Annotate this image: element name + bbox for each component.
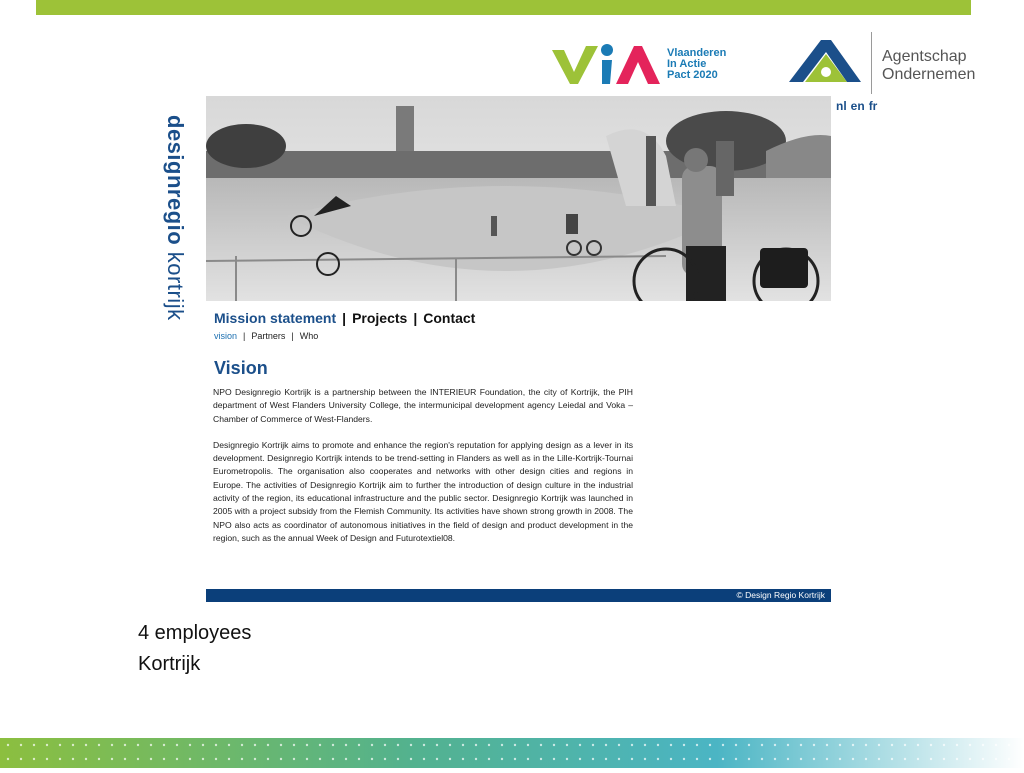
site-footer [206, 589, 831, 602]
band-dot [722, 744, 724, 746]
agentschap-logo-mark [785, 32, 863, 90]
band-dot [1021, 744, 1023, 746]
band-dot [644, 744, 646, 746]
band-dot [1008, 758, 1010, 760]
band-dot [267, 744, 269, 746]
slide-caption [138, 618, 251, 680]
band-dot [683, 744, 685, 746]
band-dot [748, 758, 750, 760]
band-dot [800, 758, 802, 760]
band-dot [566, 744, 568, 746]
band-dot [527, 744, 529, 746]
band-dot [930, 744, 932, 746]
band-dot [306, 758, 308, 760]
band-dot [33, 758, 35, 760]
band-dot [150, 744, 152, 746]
band-dot [488, 744, 490, 746]
band-dot [917, 744, 919, 746]
band-dot [566, 758, 568, 760]
nav-separator: | [342, 310, 347, 326]
skatepark-photo [206, 96, 831, 301]
band-dot [618, 758, 620, 760]
band-dot [956, 758, 958, 760]
band-dot [943, 758, 945, 760]
top-accent-bar [36, 0, 971, 15]
band-dot [176, 744, 178, 746]
band-dot [878, 758, 880, 760]
dot-pattern [0, 738, 1024, 768]
band-dot [202, 744, 204, 746]
band-dot [540, 758, 542, 760]
band-dot [475, 758, 477, 760]
bottom-decorative-band [0, 738, 1024, 768]
band-dot [735, 758, 737, 760]
band-dot [852, 744, 854, 746]
caption-location: Kortrijk [138, 653, 201, 675]
band-dot [501, 744, 503, 746]
band-dot [332, 758, 334, 760]
brand-bold: designregio [163, 115, 188, 246]
via-logo [550, 40, 735, 90]
band-dot [137, 744, 139, 746]
subnav-separator: | [291, 331, 294, 341]
nav-separator: | [413, 310, 418, 326]
band-dot [98, 744, 100, 746]
site-brand[interactable] [162, 115, 188, 321]
band-dot [787, 758, 789, 760]
band-dot [111, 758, 113, 760]
band-dot [371, 744, 373, 746]
band-dot [332, 744, 334, 746]
band-dot [969, 758, 971, 760]
band-dot [683, 758, 685, 760]
main-nav [214, 310, 475, 326]
band-dot [423, 744, 425, 746]
band-dot [254, 744, 256, 746]
via-logo-mark [550, 40, 665, 88]
band-dot [436, 744, 438, 746]
band-dot [176, 758, 178, 760]
band-dot [228, 758, 230, 760]
band-dot [631, 744, 633, 746]
band-dot [579, 758, 581, 760]
band-dot [501, 758, 503, 760]
band-dot [371, 758, 373, 760]
band-dot [553, 758, 555, 760]
band-dot [982, 758, 984, 760]
band-dot [215, 744, 217, 746]
via-line1: Vlaanderen [667, 47, 727, 59]
band-dot [644, 758, 646, 760]
lang-link-en[interactable]: en [850, 99, 865, 113]
band-dot [436, 758, 438, 760]
band-dot [254, 758, 256, 760]
subnav-who[interactable]: Who [299, 331, 319, 341]
band-dot [605, 758, 607, 760]
caption-employees: 4 employees [138, 622, 252, 644]
vision-paragraph-1: NPO Designregio Kortrijk is a partnership between the INTERIEUR Foundation, the city of Kortrijk, the PIH department of West Flanders University College, the intermunicipal development agency Leiedal and Voka – Chamber of Commerce of West-Flanders. [213, 387, 633, 424]
band-dot [670, 758, 672, 760]
band-dot [774, 758, 776, 760]
band-dot [7, 758, 9, 760]
band-dot [202, 758, 204, 760]
band-dot [358, 744, 360, 746]
band-dot [605, 744, 607, 746]
band-dot [293, 758, 295, 760]
band-dot [527, 758, 529, 760]
band-dot [943, 744, 945, 746]
band-dot [553, 744, 555, 746]
via-logo-text [667, 48, 726, 81]
band-dot [98, 758, 100, 760]
band-dot [319, 758, 321, 760]
hero-photo [206, 96, 831, 301]
band-dot [1008, 744, 1010, 746]
band-dot [46, 744, 48, 746]
band-dot [891, 758, 893, 760]
band-dot [358, 758, 360, 760]
agentschap-line2: Ondernemen [882, 66, 976, 83]
agentschap-logo [785, 32, 985, 94]
band-dot [423, 758, 425, 760]
band-dot [163, 744, 165, 746]
band-dot [852, 758, 854, 760]
band-dot [72, 744, 74, 746]
sub-nav [214, 331, 318, 341]
band-dot [488, 758, 490, 760]
band-dot [397, 758, 399, 760]
band-dot [826, 744, 828, 746]
band-dot [930, 758, 932, 760]
band-dot [72, 758, 74, 760]
band-dot [85, 758, 87, 760]
band-dot [592, 744, 594, 746]
band-dot [241, 758, 243, 760]
band-dot [111, 744, 113, 746]
band-dot [215, 758, 217, 760]
band-dot [878, 744, 880, 746]
band-dot [800, 744, 802, 746]
band-dot [228, 744, 230, 746]
band-dot [865, 758, 867, 760]
band-dot [384, 744, 386, 746]
band-dot [748, 744, 750, 746]
band-dot [163, 758, 165, 760]
band-dot [475, 744, 477, 746]
band-dot [345, 758, 347, 760]
band-dot [241, 744, 243, 746]
band-dot [345, 744, 347, 746]
band-dot [761, 744, 763, 746]
band-dot [891, 744, 893, 746]
subnav-separator: | [243, 331, 246, 341]
band-dot [709, 744, 711, 746]
band-dot [540, 744, 542, 746]
band-dot [826, 758, 828, 760]
band-dot [982, 744, 984, 746]
band-dot [761, 758, 763, 760]
band-dot [280, 758, 282, 760]
lang-link-fr[interactable]: fr [868, 99, 878, 113]
vision-body [213, 386, 633, 558]
band-dot [813, 744, 815, 746]
band-dot [839, 758, 841, 760]
band-dot [59, 758, 61, 760]
band-dot [20, 758, 22, 760]
band-dot [59, 744, 61, 746]
band-dot [696, 744, 698, 746]
band-dot [774, 744, 776, 746]
band-dot [904, 744, 906, 746]
band-dot [709, 758, 711, 760]
subnav-partners[interactable]: Partners [251, 331, 286, 341]
band-dot [280, 744, 282, 746]
band-dot [124, 744, 126, 746]
band-dot [865, 744, 867, 746]
band-dot [956, 744, 958, 746]
band-dot [657, 744, 659, 746]
band-dot [46, 758, 48, 760]
band-dot [1021, 758, 1023, 760]
band-dot [592, 758, 594, 760]
logo-divider [871, 32, 872, 94]
band-dot [787, 744, 789, 746]
band-dot [124, 758, 126, 760]
band-dot [696, 758, 698, 760]
brand-light: kortrijk [163, 245, 188, 321]
lang-link-nl[interactable]: nl [836, 99, 847, 113]
nav-contact[interactable]: Contact [423, 310, 476, 326]
band-dot [904, 758, 906, 760]
band-dot [20, 744, 22, 746]
via-line3: Pact 2020 [667, 69, 718, 81]
band-dot [514, 744, 516, 746]
band-dot [813, 758, 815, 760]
band-dot [150, 758, 152, 760]
band-dot [397, 744, 399, 746]
band-dot [995, 758, 997, 760]
band-dot [293, 744, 295, 746]
page-title: Vision [214, 358, 268, 378]
band-dot [319, 744, 321, 746]
band-dot [631, 758, 633, 760]
band-dot [7, 744, 9, 746]
language-switcher [836, 99, 881, 113]
via-line2: In Actie [667, 58, 707, 70]
band-dot [670, 744, 672, 746]
band-dot [462, 758, 464, 760]
agentschap-line1: Agentschap [882, 48, 967, 65]
subnav-vision[interactable]: vision [214, 331, 238, 341]
band-dot [917, 758, 919, 760]
band-dot [410, 758, 412, 760]
band-dot [839, 744, 841, 746]
band-dot [579, 744, 581, 746]
band-dot [969, 744, 971, 746]
band-dot [189, 744, 191, 746]
band-dot [722, 758, 724, 760]
band-dot [995, 744, 997, 746]
band-dot [189, 758, 191, 760]
band-dot [618, 744, 620, 746]
vision-paragraph-2: Designregio Kortrijk aims to promote and enhance the region's reputation for applying design as a lever in its development. Designregio Kortrijk intends to be trend-setting in Flanders as well as in the Lille-Kortrijk-Tournai Eurometropolis. The organisation also cooperates and networks with other design cities and regions in Europe. The activities of Designregio Kortrijk aim to further the introduction of design culture in the industrial activity of the region, its educational infrastructure and the public sector. Designregio Kortrijk was launched in 2005 with a project subsidy from the Flemish Community. Its activities have shown strong growth in 2008. The NPO also acts as coordinator of autonomous initiatives in the field of design and product development in the region, such as the annual Week of Design and Futurotextiel08. [213, 439, 633, 543]
band-dot [306, 744, 308, 746]
band-dot [449, 744, 451, 746]
band-dot [657, 758, 659, 760]
band-dot [449, 758, 451, 760]
band-dot [514, 758, 516, 760]
footer-copyright: © Design Regio Kortrijk [736, 590, 825, 600]
band-dot [137, 758, 139, 760]
band-dot [267, 758, 269, 760]
agentschap-logo-text [882, 48, 975, 84]
nav-mission-statement[interactable]: Mission statement [214, 310, 337, 326]
band-dot [462, 744, 464, 746]
band-dot [410, 744, 412, 746]
nav-projects[interactable]: Projects [352, 310, 408, 326]
band-dot [33, 744, 35, 746]
band-dot [85, 744, 87, 746]
band-dot [384, 758, 386, 760]
band-dot [735, 744, 737, 746]
